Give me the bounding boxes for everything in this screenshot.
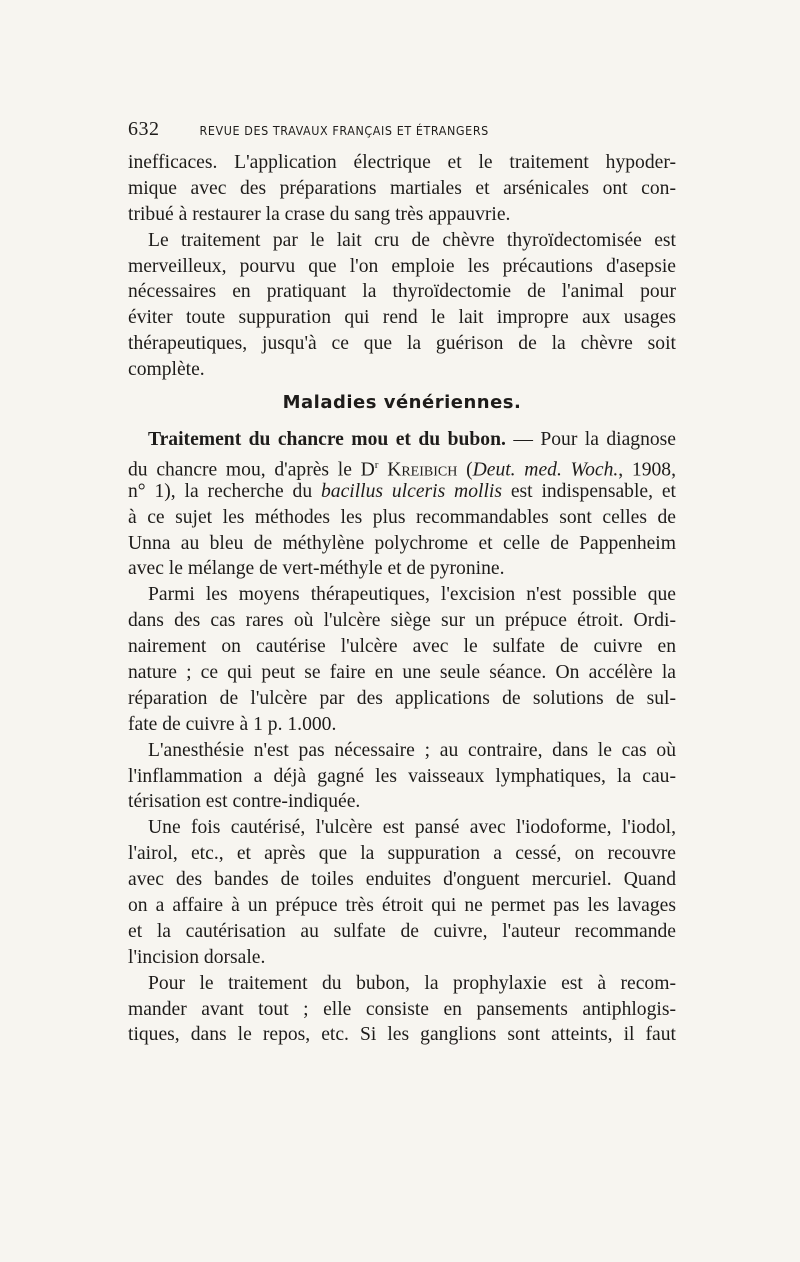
text-span: n° 1), la recherche du — [128, 480, 321, 502]
text-line: Le traitement par le lait cru de chèvre thyroïdectomisée est — [148, 229, 676, 251]
text-line: Pour le traitement du bubon, la prophylaxie est à recom- — [148, 972, 676, 994]
text-line: à ce sujet les méthodes les plus recommandables sont celles de — [128, 506, 676, 528]
text-line: L'anesthésie n'est pas nécessaire ; au contraire, dans le cas où — [148, 739, 676, 761]
text-line: dans des cas rares où l'ulcère siège sur un prépuce étroit. Ordi- — [128, 610, 676, 632]
text-line: réparation de l'ulcère par des applications de solutions de sul- — [128, 687, 676, 709]
text-line — [128, 479, 676, 505]
article-body — [128, 427, 676, 1048]
text-span: du chancre mou, d'après le D — [128, 459, 375, 481]
text-line: nairement on cautérise l'ulcère avec le sulfate de cuivre en — [128, 636, 676, 658]
journal-name: Deut. med. Woch. — [472, 459, 619, 481]
text-line: nature ; ce qui peut se faire en une seule séance. On accélère la — [128, 662, 676, 684]
text-span: est indispensable, et — [501, 480, 676, 502]
article-title-rest: — Pour la diagnose — [505, 429, 676, 450]
author-name: Kreibich — [387, 459, 458, 481]
text-span: ( — [457, 459, 473, 481]
text-line: avec le mélange de vert-méthyle et de pyronine. — [128, 558, 505, 580]
page-header — [128, 118, 676, 141]
text-span: , 1908, — [618, 459, 676, 481]
text-line: Unna au bleu de méthylène polychrome et celle de Pappenheim — [128, 532, 676, 554]
superscript: r — [374, 458, 379, 471]
text-line: l'inflammation a déjà gagné les vaisseaux lymphatiques, la cau- — [128, 765, 676, 787]
text-line: térisation est contre-indiquée. — [128, 791, 361, 813]
text-line: complète. — [128, 359, 205, 381]
species-name: bacillus ulceris mollis — [320, 480, 502, 502]
text-line: tiques, dans le repos, etc. Si les ganglions sont atteints, il faut — [128, 1024, 676, 1046]
text-line: mique avec des préparations martiales et arsénicales ont con- — [128, 177, 676, 199]
running-head: REVUE DES TRAVAUX FRANÇAIS ET ÉTRANGERS — [199, 123, 489, 138]
text-line: l'incision dorsale. — [128, 946, 266, 968]
page-number: 632 — [128, 118, 160, 140]
text-line: tribué à restaurer la crase du sang très appauvrie. — [128, 203, 511, 225]
text-line: thérapeutiques, jusqu'à ce que la guérison de la chèvre soit — [128, 333, 676, 355]
text-line: et la cautérisation au sulfate de cuivre, l'auteur recommande — [128, 920, 676, 942]
text-line: mander avant tout ; elle consiste en pansements antiphlogis- — [128, 998, 676, 1020]
text-line: l'airol, etc., et après que la suppuration a cessé, on recouvre — [128, 843, 676, 865]
text-line: Une fois cautérisé, l'ulcère est pansé avec l'iodoforme, l'iodol, — [148, 817, 676, 839]
text-line: inefficaces. L'application électrique et le traitement hypoder- — [128, 152, 676, 173]
text-line: éviter toute suppuration qui rend le lait impropre aux usages — [128, 307, 676, 329]
text-line: fate de cuivre à 1 p. 1.000. — [128, 713, 337, 735]
intro-paragraphs — [128, 150, 676, 383]
text-line: nécessaires en pratiquant la thyroïdectomie de l'animal pour — [128, 281, 676, 303]
citation-line — [128, 453, 676, 479]
text-line: Parmi les moyens thérapeutiques, l'excision n'est possible que — [148, 584, 676, 606]
text-line: on a affaire à un prépuce très étroit qui ne permet pas les lavages — [128, 895, 676, 917]
text-line: merveilleux, pourvu que l'on emploie les précautions d'asepsie — [128, 255, 676, 277]
article-title-line — [128, 427, 676, 453]
article-title: Traitement du chancre mou et du bubon. — [148, 429, 506, 450]
text-line: avec des bandes de toiles enduites d'onguent mercuriel. Quand — [128, 869, 676, 891]
section-heading: Maladies vénériennes. — [282, 392, 522, 413]
